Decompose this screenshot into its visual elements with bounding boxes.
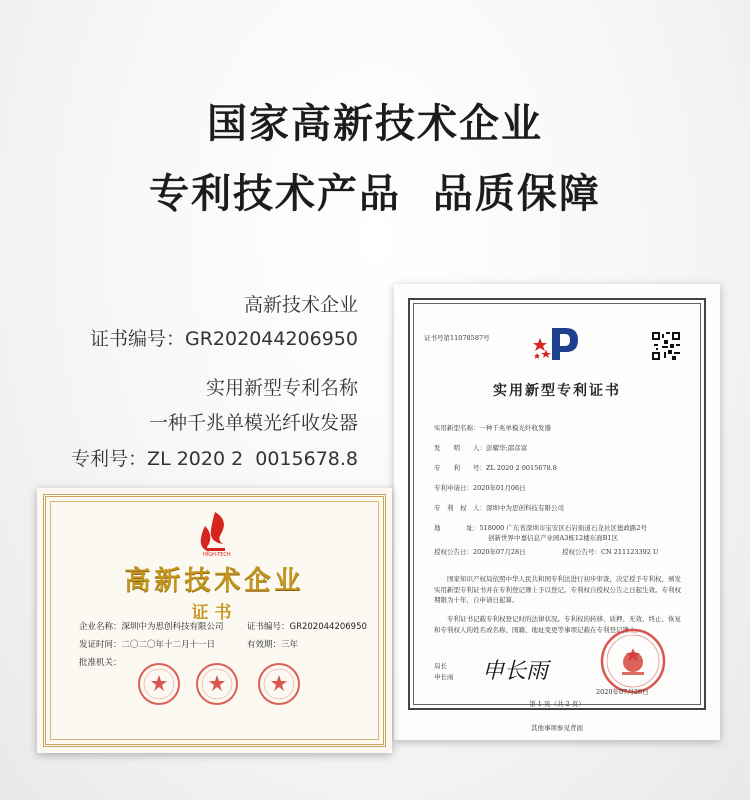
seal-date: 2020年07月28日 bbox=[596, 688, 649, 696]
red-seal-icon bbox=[195, 662, 239, 706]
red-seal-icon bbox=[257, 662, 301, 706]
patent-field-label: 发 明 人： bbox=[434, 444, 486, 452]
info-cert-number: 证书编号：GR202044206950 bbox=[90, 328, 358, 350]
cnipa-logo-icon bbox=[532, 324, 582, 364]
hightech-cert-number: 证书编号：GR202044206950 bbox=[247, 622, 367, 632]
patent-field-value: 创新世界中嘉信息产业园A3栋12楼东面B1区 bbox=[488, 534, 619, 542]
patent-field-row bbox=[434, 548, 526, 556]
hightech-company: 企业名称：深圳中为思创科技有限公司 bbox=[79, 622, 224, 632]
patent-field-value: 518000 广东省深圳市宝安区石岩街道石龙社区德政路2号 bbox=[479, 524, 648, 532]
patent-field-label: 专 利 权 人： bbox=[434, 504, 486, 512]
patent-field-row bbox=[488, 534, 618, 542]
svg-text:HIGH-TECH: HIGH-TECH bbox=[203, 552, 231, 556]
info-patent-number: 专利号：ZL 2020 2 0015678.8 bbox=[71, 448, 358, 470]
patent-page: 第 1 页（共 2 页） bbox=[529, 700, 585, 708]
director-signature: 申长雨 bbox=[482, 659, 549, 684]
info-cert-type: 高新技术企业 bbox=[243, 294, 358, 316]
headline-line2: 专利技术产品 品质保障 bbox=[149, 171, 601, 217]
patent-field-row bbox=[434, 424, 551, 432]
patent-paragraph-1: 国家知识产权局依照中华人民共和国专利法进行初步审查，决定授予专利权，颁发实用新型专利证书并在专利登记簿上予以登记。专利权自授权公告之日起生效。专利权期限为十年，自申请日起算。 bbox=[434, 575, 681, 604]
patent-field-row bbox=[434, 504, 564, 512]
patent-field-row bbox=[434, 524, 647, 532]
patent-field-row bbox=[434, 464, 557, 472]
patent-field-value: 2020年07月28日 bbox=[473, 548, 526, 556]
red-seal-icon bbox=[137, 662, 181, 706]
patent-paragraph-2: 专利证书记载专利权登记时的法律状况。专利权的转移、质押、无效、终止、恢复和专利权人的姓名或名称、国籍、地址变更等事项记载在专利登记簿上。 bbox=[434, 615, 681, 634]
patent-footer: 其他事项参见背面 bbox=[531, 724, 583, 732]
hightech-title: 高新技术企业 bbox=[124, 566, 305, 596]
patent-field-value: 2020年01月06日 bbox=[473, 484, 526, 492]
qr-code-icon bbox=[652, 332, 680, 360]
patent-field-label: 授权公告号： bbox=[562, 548, 601, 556]
patent-field-label: 授权公告日： bbox=[434, 548, 473, 556]
patent-field-value: CN 211123392 U bbox=[601, 548, 659, 556]
patent-field-row bbox=[434, 484, 526, 492]
patent-cert-no: 证书号第11078587号 bbox=[424, 334, 490, 342]
hightech-validity: 有效期：三年 bbox=[247, 640, 299, 650]
patent-field-label: 专利申请日： bbox=[434, 484, 473, 492]
cnipa-seal-icon bbox=[600, 628, 666, 694]
patent-field-label: 地 址： bbox=[434, 524, 480, 532]
info-patent-name: 一种千兆单模光纤收发器 bbox=[148, 412, 358, 434]
patent-field-label: 专 利 号： bbox=[434, 464, 486, 472]
hightech-certificate bbox=[37, 488, 392, 753]
hightech-subtitle: 证书 bbox=[191, 603, 238, 623]
hightech-approver: 批准机关： bbox=[79, 658, 122, 668]
patent-field-label: 实用新型名称： bbox=[434, 424, 480, 432]
headline-line1: 国家高新技术企业 bbox=[207, 101, 543, 147]
info-patent-type: 实用新型专利名称 bbox=[205, 377, 358, 399]
patent-field-value: 一种千兆单模光纤收发器 bbox=[479, 424, 551, 432]
director-label: 局长 bbox=[434, 662, 447, 670]
patent-field-row bbox=[434, 444, 527, 452]
director-name: 申长雨 bbox=[434, 673, 454, 681]
patent-title: 实用新型专利证书 bbox=[493, 383, 621, 399]
patent-field-row bbox=[562, 548, 659, 556]
patent-certificate bbox=[394, 284, 720, 740]
patent-field-value: 彭耀华;邵彦富 bbox=[486, 444, 528, 452]
patent-field-value: 深圳中为思创科技有限公司 bbox=[486, 504, 564, 512]
torch-logo-icon bbox=[195, 510, 235, 556]
patent-field-value: ZL 2020 2 0015678.8 bbox=[486, 464, 557, 472]
hightech-issue-date: 发证时间：二〇二〇年十二月十一日 bbox=[79, 640, 216, 650]
